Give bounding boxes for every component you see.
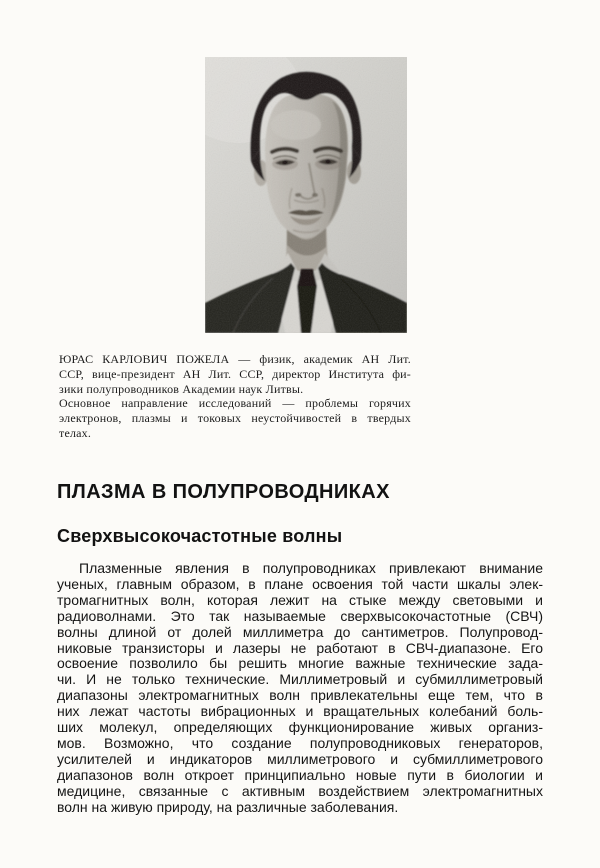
portrait-photo-image <box>205 57 407 333</box>
body-line: чи. И не только технические. Миллиметровый и субмиллиметровый <box>57 671 543 688</box>
caption-line: зики полупроводников Академии наук Литвы. <box>59 381 304 396</box>
body-line: ученых, главным образом, в плане освоения той части шкалы элек- <box>57 575 543 592</box>
body-line: диапазоны электромагнитных волн привлекательны еще тем, что в <box>57 687 543 704</box>
body-line: Плазменные явления в полупроводниках привлекают внимание <box>79 560 543 576</box>
caption-line: ССР, вице-президент АН Лит. ССР, директор Института фи- <box>59 366 411 381</box>
section-title: Сверхвысокочастотные волны <box>57 526 343 546</box>
body-line: тромагнитных волн, которая лежит на стыке между световыми и <box>57 591 543 608</box>
caption-line: Основное направление исследований — проблемы горячих <box>59 396 411 411</box>
body-line: мов. Возможно, что создание полупроводниковых генераторов, <box>57 734 543 751</box>
body-line: радиоволнами. Это так называемые сверхвысокочастотные (СВЧ) <box>57 607 543 624</box>
body-line: волны длиной от долей миллиметра до сантиметров. Полупровод- <box>57 623 543 640</box>
body-paragraph <box>57 561 543 816</box>
chapter-title: ПЛАЗМА В ПОЛУПРОВОДНИКАХ <box>57 481 390 503</box>
body-line: освоение позволило бы решить многие важные технические зада- <box>57 655 543 672</box>
caption-line: электронов, плазмы и токовых неустойчивостей в твердых <box>59 411 411 426</box>
body-line: ших молекул, определяющих функционирование живых организ- <box>57 719 543 736</box>
body-line: них лежат частоты вибрационных и вращательных колебаний боль- <box>57 703 543 720</box>
body-line: медицине, связанные с активным воздействием электромагнитных <box>57 782 543 799</box>
photo-caption <box>59 352 411 441</box>
caption-line: ЮРАС КАРЛОВИЧ ПОЖЕЛА — физик, академик АН Лит. <box>59 352 411 366</box>
body-line: волн на живую природу, на различные заболевания. <box>57 798 399 815</box>
body-line: никовые транзисторы и лазеры не работают в СВЧ-диапазоне. Его <box>57 639 543 656</box>
caption-line: телах. <box>59 425 92 440</box>
body-line: усилителей и индикаторов миллиметрового и субмиллиметрового <box>57 750 543 767</box>
body-line: диапазонов волн откроет принципиально новые пути в биологии и <box>57 766 543 783</box>
portrait-photo <box>205 57 407 333</box>
